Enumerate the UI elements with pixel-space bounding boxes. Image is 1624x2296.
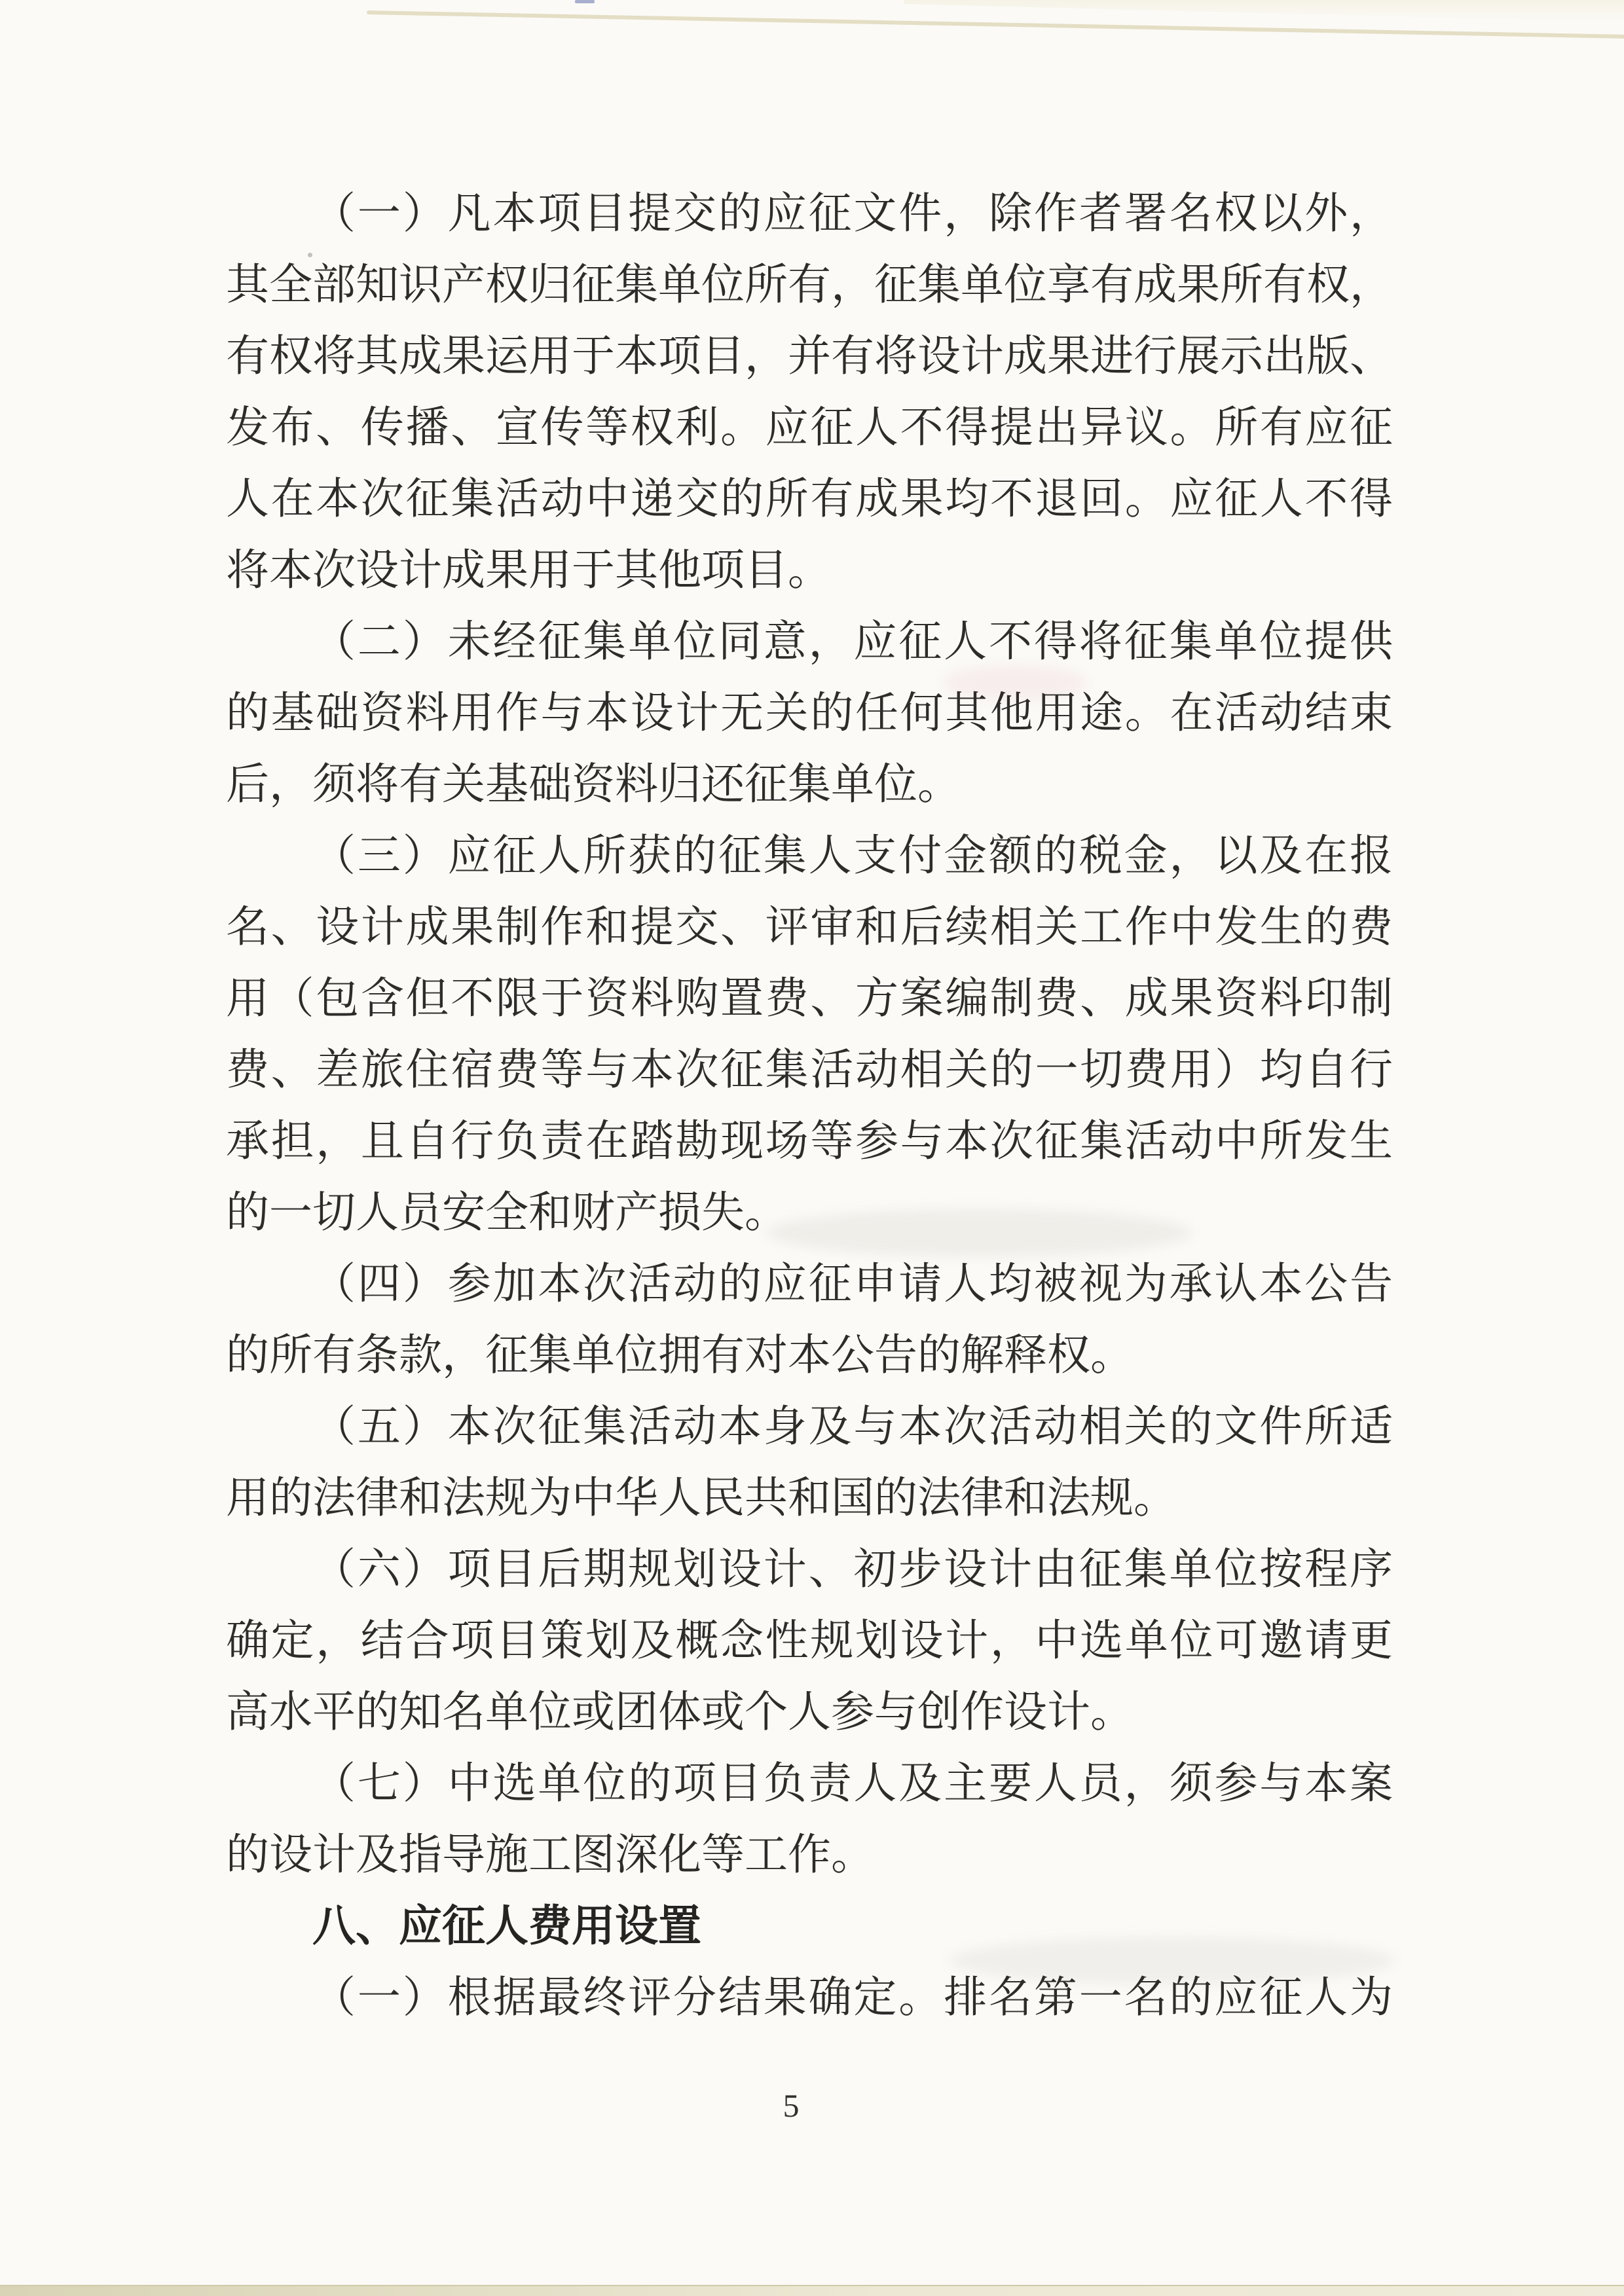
text-line: （七）中选单位的项目负责人及主要人员，须参与本案 <box>312 1760 1393 1808</box>
text-line: 发布、传播、宣传等权利。应征人不得提出异议。所有应征 <box>226 404 1393 452</box>
paragraph-clause-6 <box>226 1534 1393 1748</box>
paragraph-clause-4 <box>226 1248 1393 1391</box>
text-line: （五）本次征集活动本身及与本次活动相关的文件所适 <box>312 1403 1393 1451</box>
text-line: 高水平的知名单位或团体或个人参与创作设计。 <box>226 1688 1134 1736</box>
text-line: 确定，结合项目策划及概念性规划设计，中选单位可邀请更 <box>226 1617 1393 1665</box>
paragraph-clause-3 <box>226 820 1393 1248</box>
page-number: 5 <box>783 2087 800 2124</box>
text-line: （一）凡本项目提交的应征文件，除作者署名权以外， <box>312 190 1393 238</box>
scan-edge-bottom <box>0 2285 1624 2296</box>
document-body <box>226 178 1393 2033</box>
text-line: （六）项目后期规划设计、初步设计由征集单位按程序 <box>312 1546 1393 1594</box>
text-line: （二）未经征集单位同意，应征人不得将征集单位提供 <box>312 618 1393 666</box>
paragraph-section-8-clause-1 <box>226 1962 1393 2033</box>
section-heading: 八、应征人费用设置 <box>312 1903 701 1950</box>
text-line: 的基础资料用作与本设计无关的任何其他用途。在活动结束 <box>226 689 1393 737</box>
paragraph-section-8-heading <box>226 1891 1393 1962</box>
text-line: （四）参加本次活动的应征申请人均被视为承认本公告 <box>312 1260 1393 1308</box>
paragraph-clause-7 <box>226 1748 1393 1891</box>
text-line: 用的法律和法规为中华人民共和国的法律和法规。 <box>226 1474 1177 1522</box>
paragraph-clause-2 <box>226 606 1393 820</box>
text-line: 的所有条款，征集单位拥有对本公告的解释权。 <box>226 1332 1134 1379</box>
text-line: （一）根据最终评分结果确定。排名第一名的应征人为 <box>312 1974 1393 2022</box>
text-line: （三）应征人所获的征集人支付金额的税金，以及在报 <box>312 832 1393 880</box>
text-line: 人在本次征集活动中递交的所有成果均不退回。应征人不得 <box>226 475 1393 523</box>
text-line: 将本次设计成果用于其他项目。 <box>226 547 831 594</box>
text-line: 承担，且自行负责在踏勘现场等参与本次征集活动中所发生 <box>226 1118 1393 1165</box>
paragraph-clause-1 <box>226 178 1393 606</box>
text-line: 其全部知识产权归征集单位所有，征集单位享有成果所有权， <box>226 261 1393 309</box>
text-line: 有权将其成果运用于本项目，并有将设计成果进行展示出版、 <box>226 333 1393 380</box>
scan-edge-top-corner <box>904 0 1624 22</box>
text-line: 的一切人员安全和财产损失。 <box>226 1189 788 1237</box>
text-line: 的设计及指导施工图深化等工作。 <box>226 1831 874 1879</box>
paragraph-clause-5 <box>226 1391 1393 1534</box>
text-line: 用（包含但不限于资料购置费、方案编制费、成果资料印制 <box>226 975 1393 1023</box>
text-line: 费、差旅住宿费等与本次征集活动相关的一切费用）均自行 <box>226 1046 1393 1094</box>
text-line: 后，须将有关基础资料归还征集单位。 <box>226 761 961 809</box>
text-line: 名、设计成果制作和提交、评审和后续相关工作中发生的费 <box>226 903 1393 951</box>
scan-speck <box>575 0 595 3</box>
